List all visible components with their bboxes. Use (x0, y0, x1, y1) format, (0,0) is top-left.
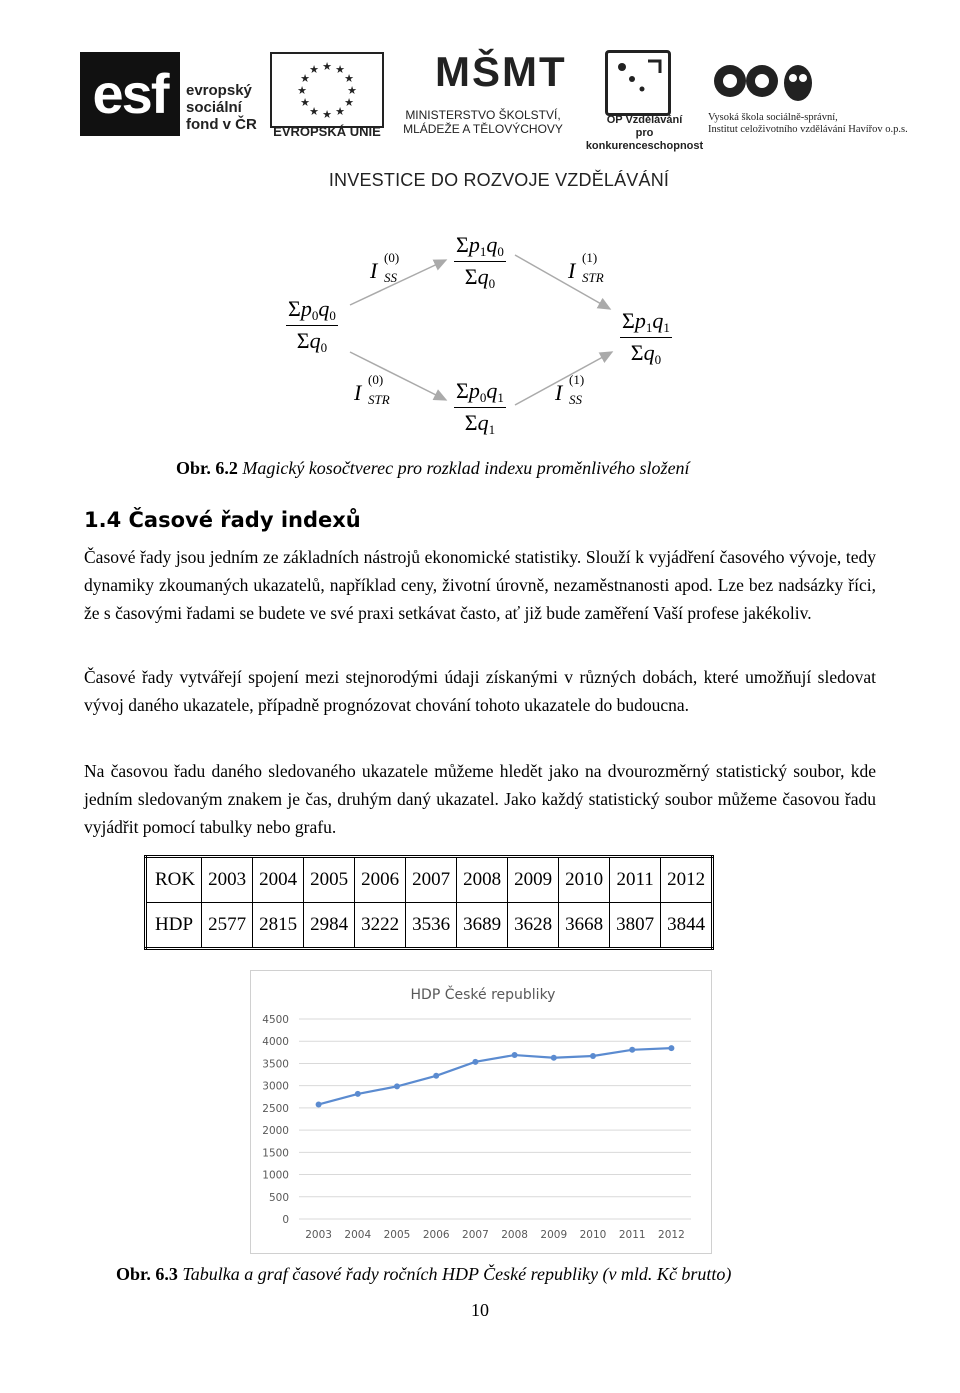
vs-text-line: Vysoká škola sociálně-správní, (708, 112, 838, 123)
y-tick-label: 0 (282, 1214, 289, 1226)
table-row (146, 903, 713, 949)
caption-text: Tabulka a graf časové řady ročních HDP České republiky (v mld. Kč brutto) (177, 1264, 732, 1284)
chart-svg (251, 971, 711, 1253)
x-tick-label: 2005 (383, 1229, 411, 1241)
arrow-bottom-right (515, 352, 612, 405)
msmt-logo: MŠMT (435, 48, 567, 95)
section-heading: 1.4 Časové řady indexů (84, 508, 361, 532)
y-tick-label: 3500 (262, 1058, 289, 1071)
y-tick-label: 1000 (262, 1169, 289, 1182)
data-point (590, 1053, 596, 1059)
series-line (319, 1048, 672, 1104)
svg-text:★: ★ (297, 84, 307, 97)
x-tick-label: 2003 (305, 1229, 332, 1241)
table-cell: 3536 (406, 903, 457, 949)
hdp-table (144, 855, 714, 950)
y-tick-label: 2500 (262, 1102, 289, 1115)
table-cell: 3689 (457, 903, 508, 949)
table-cell: 3807 (610, 903, 661, 949)
caption-label: Obr. 6.3 (116, 1264, 178, 1284)
svg-text:★: ★ (300, 72, 310, 85)
svg-text:★: ★ (322, 60, 332, 73)
index-str-0: I (0) STR (354, 372, 390, 407)
data-point (629, 1047, 635, 1053)
esf-text-line: sociální (186, 99, 242, 116)
table-cell: 2984 (304, 903, 355, 949)
x-tick-label: 2010 (579, 1229, 607, 1241)
data-point (512, 1052, 518, 1058)
esf-logo: esf (80, 52, 180, 136)
msmt-text-line: MINISTERSTVO ŠKOLSTVÍ, (405, 108, 561, 122)
svg-text:★: ★ (347, 84, 357, 97)
svg-text:★: ★ (309, 63, 319, 76)
data-point (355, 1091, 361, 1097)
table-row (146, 857, 713, 903)
hdp-chart (250, 970, 712, 1254)
svg-text:★: ★ (300, 96, 310, 109)
svg-text:★: ★ (344, 72, 354, 85)
fraction-top: $\Sigma p_1q_0$ $\Sigma q_0$ (456, 232, 504, 291)
vs-text-line: Institut celoživotního vzdělávání Havířov o.p.s. (708, 124, 908, 135)
svg-text:★: ★ (344, 96, 354, 109)
y-tick-label: 2000 (262, 1125, 289, 1138)
data-point (394, 1083, 400, 1089)
esf-text-line: fond v ČR (186, 116, 257, 133)
index-ss-0: I (0) SS (370, 250, 400, 285)
table-header-cell: ROK (146, 857, 202, 903)
esf-text-line: evropský (186, 82, 252, 99)
fraction-bottom: $\Sigma p_0q_1$ $\Sigma q_1$ (456, 378, 504, 437)
svg-text:★: ★ (322, 108, 332, 121)
svg-text:★: ★ (309, 105, 319, 118)
y-tick-label: 4000 (262, 1036, 289, 1049)
arrow-left-bottom (350, 352, 446, 400)
y-tick-label: 3000 (262, 1080, 289, 1093)
op-text-line: pro konkurenceschopnost (585, 127, 704, 152)
op-text-line: OP Vzdělávání (606, 114, 683, 126)
x-tick-label: 2006 (422, 1229, 450, 1241)
table-cell: 3844 (661, 903, 713, 949)
table-cell: 2010 (559, 857, 610, 903)
svg-text:★: ★ (335, 105, 345, 118)
diagram-caption (176, 458, 690, 479)
svg-text:★: ★ (335, 63, 345, 76)
table-cell: 3668 (559, 903, 610, 949)
table-cell: 2007 (406, 857, 457, 903)
chart-title: HDP České republiky (410, 987, 556, 1003)
data-point (472, 1059, 478, 1065)
fraction-right: $\Sigma p_1q_1$ $\Sigma q_0$ (622, 308, 670, 367)
arrow-left-top (350, 250, 446, 305)
page-number: 10 (471, 1300, 489, 1320)
paragraph-2: Časové řady vytvářejí spojení mezi stejnorodými údaji získanými v různých dobách, které umožňují sledovat vývoj daného ukazatele, případně prognózovat chování tohoto ukazatele do budoucna. (84, 667, 876, 715)
msmt-text-line: MLÁDEŽE A TĚLOVÝCHOVY (403, 122, 563, 136)
table-header-cell: HDP (146, 903, 202, 949)
paragraph-1: Časové řady jsou jedním ze základních nástrojů ekonomické statistiky. Slouží k vyjádření časového vývoje, tedy dynamiky zkoumaných ukazatelů, například ceny, životní úrovně, nezaměstnanosti apod. Lze bez nadsázky říci, že s časovými řadami se budete ve své praxi setkávat často, ať již bude zaměření Vaší profese jakékoliv. (84, 547, 876, 623)
index-ss-1: I (1) SS (555, 372, 585, 407)
data-point (433, 1073, 439, 1079)
caption-label: Obr. 6.2 (176, 458, 238, 478)
caption-text: Magický kosočtverec pro rozklad indexu proměnlivého složení (237, 458, 690, 478)
x-tick-label: 2007 (462, 1229, 489, 1241)
table-cell: 2012 (661, 857, 713, 903)
table-cell: 3222 (355, 903, 406, 949)
x-tick-label: 2004 (344, 1229, 372, 1241)
paragraph-3: Na časovou řadu daného sledovaného ukazatele můžeme hledět jako na dvourozměrný statistický soubor, kde jedním sledovaným znakem je čas, druhým daný ukazatel. Jako každý statistický soubor můžeme časovou řadu vyjádřit pomocí tabulky nebo grafu. (84, 761, 876, 837)
investice-banner: INVESTICE DO ROZVOJE VZDĚLÁVÁNÍ (328, 170, 670, 190)
table-cell: 2009 (508, 857, 559, 903)
fraction-left: $\Sigma p_0q_0$ $\Sigma q_0$ (288, 296, 336, 355)
x-tick-label: 2012 (658, 1229, 685, 1241)
table-cell: 2577 (202, 903, 253, 949)
y-tick-label: 1500 (262, 1147, 289, 1160)
table-cell: 2006 (355, 857, 406, 903)
data-point (551, 1055, 557, 1061)
x-tick-label: 2008 (501, 1229, 528, 1241)
y-tick-label: 4500 (262, 1014, 289, 1026)
table-cell: 2003 (202, 857, 253, 903)
table-cell: 2008 (457, 857, 508, 903)
table-cell: 2005 (304, 857, 355, 903)
eu-logo-text: EVROPSKÁ UNIE (273, 124, 381, 139)
table-cell: 3628 (508, 903, 559, 949)
x-tick-label: 2009 (540, 1229, 568, 1241)
index-str-1: I (1) STR (568, 250, 604, 285)
y-tick-label: 500 (268, 1191, 289, 1204)
table-cell: 2004 (253, 857, 304, 903)
data-point (316, 1101, 322, 1107)
data-point (668, 1045, 674, 1051)
chart-caption (116, 1264, 731, 1285)
table-cell: 2815 (253, 903, 304, 949)
x-tick-label: 2011 (618, 1229, 646, 1241)
table-cell: 2011 (610, 857, 661, 903)
